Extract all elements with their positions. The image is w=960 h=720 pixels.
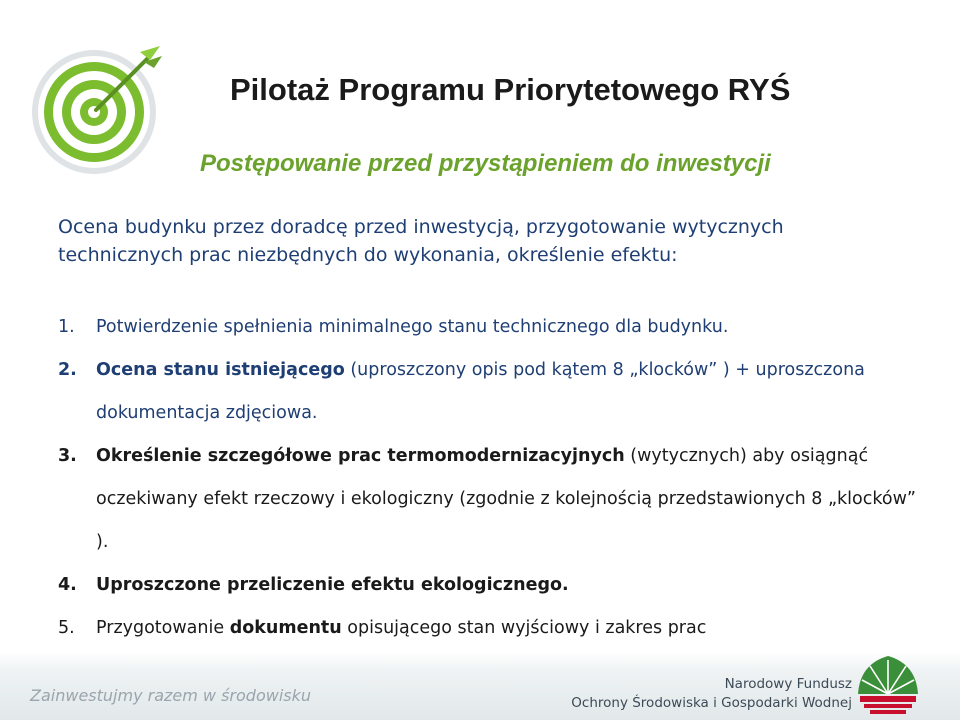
- list-number: 3.: [58, 446, 77, 466]
- list-item: [58, 435, 918, 564]
- slide-title: Pilotaż Programu Priorytetowego RYŚ: [230, 72, 791, 107]
- list-item: [58, 607, 918, 650]
- intro-text: Ocena budynku przez doradcę przed inwestycją, przygotowanie wytycznych technicznych prac niezbędnych do wykonania, określenie efektu:: [58, 216, 784, 266]
- list-item: [58, 564, 918, 607]
- list-text-bold: Uproszczone przeliczenie efektu ekologicznego.: [96, 575, 569, 595]
- target-arrow-icon: [28, 40, 168, 180]
- list-number: 4.: [58, 575, 77, 595]
- fund-name: [571, 675, 852, 713]
- list-text: Przygotowanie: [96, 618, 230, 638]
- list-number: 5.: [58, 618, 75, 638]
- fund-name-line1: Narodowy Fundusz: [724, 676, 852, 692]
- list-text: (uproszczony opis pod kątem 8 „klocków” ) + uproszczona dokumentacja zdjęciowa.: [96, 360, 865, 423]
- nfosigw-logo-icon: [850, 650, 926, 716]
- list-text-bold: Określenie szczegółowe prac termomodernizacyjnych: [96, 446, 625, 466]
- slide-subtitle: Postępowanie przed przystąpieniem do inwestycji: [200, 150, 771, 177]
- list-text: opisującego stan wyjściowy i zakres prac: [341, 618, 707, 638]
- footer-slogan: Zainwestujmy razem w środowisku: [30, 686, 312, 705]
- fund-name-line2: Ochrony Środowiska i Gospodarki Wodnej: [571, 695, 852, 711]
- step-list: [58, 306, 918, 650]
- list-text-bold: Ocena stanu istniejącego: [96, 360, 345, 380]
- list-item: [58, 349, 918, 435]
- list-text: Potwierdzenie spełnienia minimalnego stanu technicznego dla budynku.: [96, 317, 729, 337]
- list-text-bold: dokumentu: [229, 618, 342, 638]
- list-item: [58, 306, 918, 349]
- list-number: 1.: [58, 317, 75, 337]
- list-number: 2.: [58, 360, 77, 380]
- list-text: (wytycznych) aby osiągnąć oczekiwany efekt rzeczowy i ekologiczny (zgodnie z kolejnością przedstawionych 8 „klocków” ).: [96, 446, 916, 552]
